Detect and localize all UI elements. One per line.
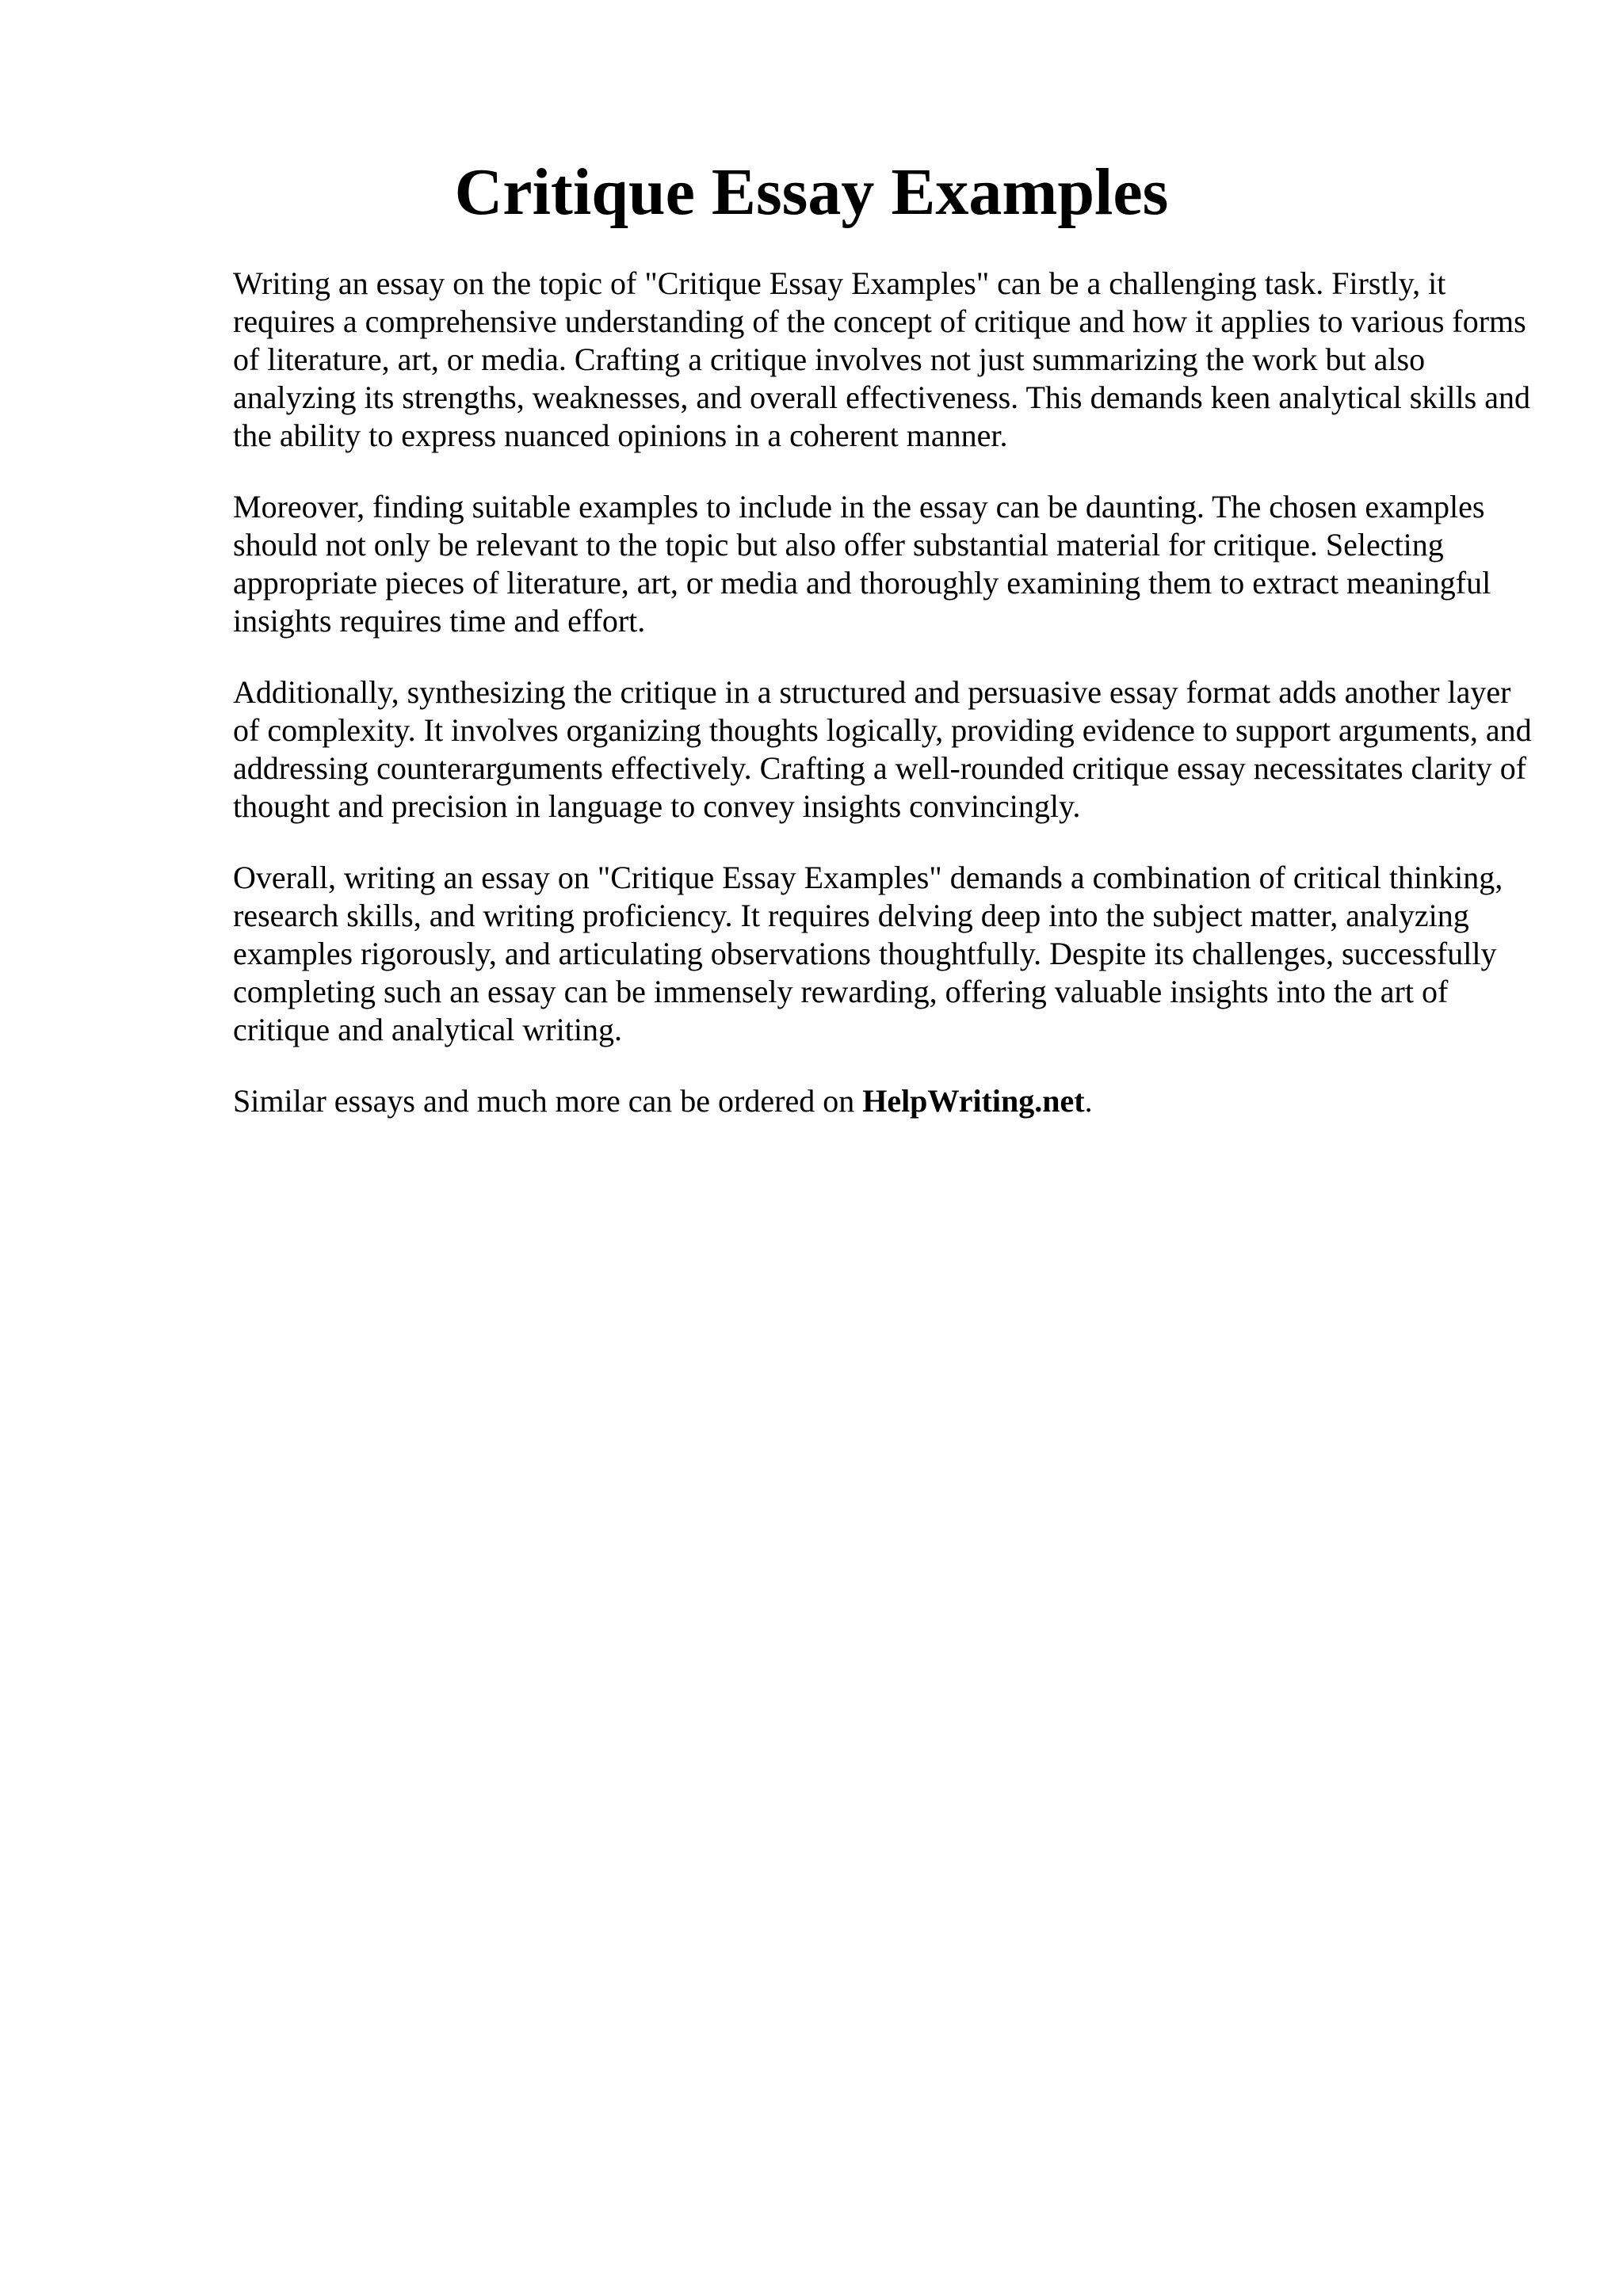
closing-line [233, 1082, 1533, 1120]
document-body [233, 265, 1533, 1120]
closing-period: . [1084, 1083, 1093, 1119]
paragraph-1: Writing an essay on the topic of "Critique Essay Examples" can be a challenging task. Firstly, it requires a comprehensive understanding of the concept of critique and how it applies to various forms of literature, art, or media. Crafting a critique involves not just summarizing the work but also analyzing its strengths, weaknesses, and overall effectiveness. This demands keen analytical skills and the ability to express nuanced opinions in a coherent manner. [233, 265, 1530, 453]
paragraph-4: Overall, writing an essay on "Critique Essay Examples" demands a combination of critical thinking, research skills, and writing proficiency. It requires delving deep into the subject matter, analyzing examples rigorously, and articulating observations thoughtfully. Despite its challenges, successfully completing such an essay can be immensely rewarding, offering valuable insights into the art of critique and analytical writing. [233, 860, 1503, 1047]
paragraph-2: Moreover, finding suitable examples to include in the essay can be daunting. The chosen examples should not only be relevant to the topic but also offer substantial material for critique. Selecting appropriate pieces of literature, art, or media and thoroughly examining them to extract meaningful insights requires time and effort. [233, 489, 1491, 639]
closing-text: Similar essays and much more can be ordered on [233, 1083, 855, 1119]
document-title: Critique Essay Examples [454, 155, 1169, 229]
paragraph-3: Additionally, synthesizing the critique in a structured and persuasive essay format adds another layer of complexity. It involves organizing thoughts logically, providing evidence to support arguments, and addressing counterarguments effectively. Crafting a well-rounded critique essay necessitates clarity of thought and precision in language to convey insights convincingly. [233, 674, 1532, 824]
helpwriting-link[interactable]: HelpWriting.net [862, 1083, 1085, 1119]
